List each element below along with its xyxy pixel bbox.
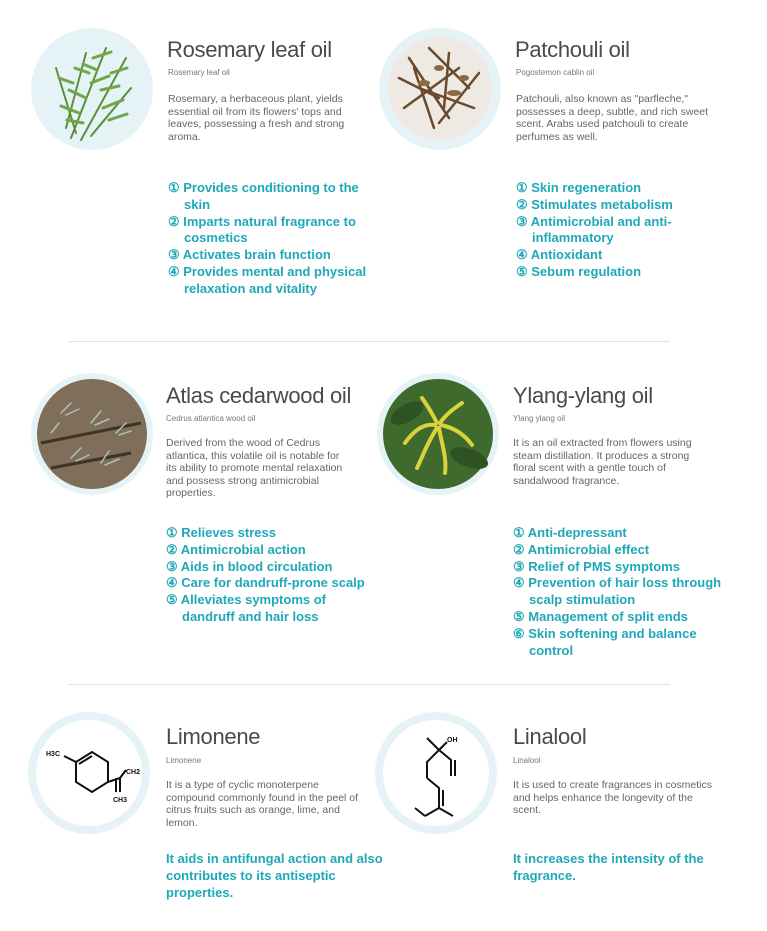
benefit-item: ③ Aids in blood circulation (166, 558, 333, 574)
ylang-ylang-benefits (513, 525, 723, 659)
patchouli-subtitle: Pogostemon cablin oil (516, 68, 595, 77)
benefit-item: ① Anti-depressant (513, 525, 627, 540)
ylang-ylang-subtitle: Ylang ylang oil (513, 414, 566, 423)
linalool-benefits (513, 851, 713, 885)
benefit-item: ① Relieves stress (166, 525, 276, 540)
benefit-item: It increases the intensity of the fragrance. (513, 851, 704, 883)
benefit-item: ② Antimicrobial effect (513, 541, 650, 557)
linalool-subtitle: Linalool (513, 756, 541, 765)
benefit-item: ① Skin regeneration (516, 180, 642, 195)
benefit-item: ④ Prevention of hair loss through scalp stimulation (513, 575, 722, 608)
linalool-title: Linalool (513, 724, 587, 749)
limonene-benefits (166, 851, 386, 901)
benefit-item: ③ Relief of PMS symptoms (513, 558, 680, 574)
benefit-item: ⑥ Skin softening and balance control (513, 625, 697, 658)
patchouli-photo-icon (379, 28, 501, 150)
linalool-label-oh: OH (447, 737, 458, 744)
benefit-item: ⑤ Sebum regulation (516, 263, 642, 279)
benefit-item: ⑤ Management of split ends (513, 608, 688, 624)
limonene-label-ch3: CH3 (113, 797, 128, 804)
cedarwood-benefits (166, 525, 366, 626)
ylang-ylang-title: Ylang-ylang oil (513, 383, 653, 408)
rosemary-benefits (168, 180, 368, 298)
benefit-item: It aids in antifungal action and also contributes to its antiseptic properties. (166, 851, 383, 900)
benefit-item: ③ Antimicrobial and anti-inflammatory (516, 213, 672, 246)
rosemary-description: Rosemary, a herbaceous plant, yields essential oil from its flowers' tops and leaves, possessing a fresh and strong aroma. (168, 93, 345, 143)
benefit-item: ② Stimulates metabolism (516, 196, 673, 212)
benefit-item: ④ Antioxidant (516, 247, 603, 263)
cedarwood-description: Derived from the wood of Cedrus atlantica, this volatile oil is notable for its ability to promote mental relaxation and possess strong antimicrobial properties. (166, 437, 343, 499)
linalool-description: It is used to create fragrances in cosmetics and helps enhance the longevity of the scent. (513, 779, 713, 816)
ylang-ylang-description: It is an oil extracted from flowers using steam distillation. It produces a strong floral scent with a gentle touch of sandalwood fragrance. (513, 437, 692, 487)
benefit-item: ② Antimicrobial action (166, 541, 306, 557)
patchouli-description: Patchouli, also known as "parfleche," possesses a deep, subtle, and rich sweet scent. Arabs used patchouli to create perfumes as well. (516, 93, 709, 143)
patchouli-title: Patchouli oil (515, 37, 630, 62)
limonene-title: Limonene (166, 724, 261, 749)
benefit-item: ③ Activates brain function (168, 247, 331, 263)
benefit-item: ② Imparts natural fragrance to cosmetics (168, 213, 356, 246)
patchouli-benefits (516, 180, 716, 281)
limonene-description: It is a type of cyclic monoterpene compound commonly found in the peel of citrus fruits such as orange, lime, and lemon. (166, 779, 359, 829)
linalool-structure-icon (375, 712, 497, 834)
benefit-item: ④ Provides mental and physical relaxation and vitality (168, 263, 367, 296)
limonene-subtitle: Limonene (166, 756, 202, 765)
section-divider (68, 684, 670, 685)
cedarwood-photo-icon (31, 373, 153, 495)
benefit-item: ⑤ Alleviates symptoms of dandruff and hair loss (166, 592, 326, 624)
rosemary-photo-icon (31, 28, 153, 150)
cedarwood-title: Atlas cedarwood oil (166, 383, 352, 408)
rosemary-subtitle: Rosemary leaf oil (168, 68, 230, 77)
limonene-structure-icon (28, 712, 150, 834)
cedarwood-subtitle: Cedrus atlantica wood oil (166, 414, 256, 423)
limonene-label-ch2: CH2 (126, 769, 141, 776)
rosemary-title: Rosemary leaf oil (167, 37, 332, 62)
benefit-item: ① Provides conditioning to the skin (168, 180, 359, 212)
section-divider (68, 341, 670, 342)
ylang-ylang-photo-icon (377, 373, 499, 495)
benefit-item: ④ Care for dandruff-prone scalp (166, 575, 365, 591)
limonene-label-h3c: H3C (46, 751, 61, 758)
